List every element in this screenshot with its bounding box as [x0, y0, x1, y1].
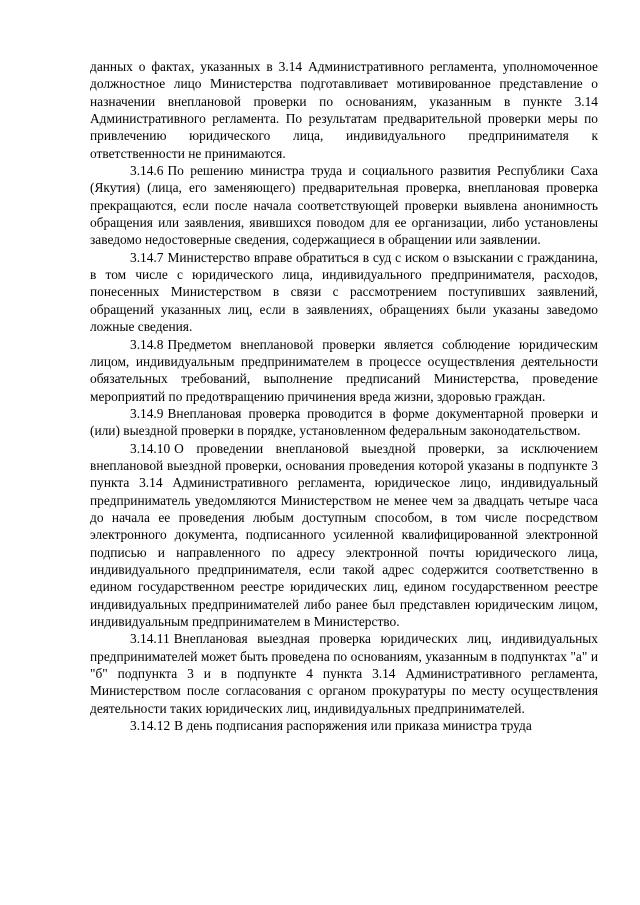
paragraph-number: 3.14.12 [130, 718, 171, 734]
paragraph-number: 3.14.9 [130, 405, 164, 421]
paragraph-text: данных о фактах, указанных в 3.14 Административного регламента, уполномоченное должностное лицо Министерства подготавливает мотивированное представление о назначении внеплановой проверки по основаниям, указанным в пункте 3.14 Административного регламента. По результатам предварительной проверки меры по привлечению юридического лица, индивидуального предпринимателя к ответственности не принимаются. [90, 59, 598, 161]
paragraph-number: 3.14.8 [130, 336, 164, 352]
paragraph-3-14-9 [90, 405, 598, 440]
paragraph-3-14-11 [90, 630, 598, 717]
paragraph-text: О проведении внеплановой выездной проверки, за исключением внеплановой выездной проверки, основания проведения которой указаны в подпункте 3 пункта 3.14 Административного регламента, юридическое лицо, индивидуальный предприниматель уведомляются Министерством не менее чем за двадцать четыре часа до начала ее проведения любым доступным способом, в том числе посредством электронного документа, подписанного усиленной квалифицированной электронной подписью и направленного по адресу электронной почты юридического лица, индивидуального предпринимателя, если такой адрес содержится соответственно в едином государственном реестре юридических лиц, едином государственном реестре индивидуальных предпринимателей либо ранее был представлен юридическим лицом, индивидуальным предпринимателем в Министерство. [90, 440, 598, 629]
paragraph-number: 3.14.10 [130, 440, 171, 456]
paragraph-text: Внеплановая выездная проверка юридических лиц, индивидуальных предпринимателей может быть проведена по основаниям, указанным в подпунктах "а" и "б" подпункта 3 и в подпункте 4 пункта 3.14 Административного регламента, Министерством после согласования с органом прокуратуры по месту осуществления деятельности таких юридических лиц, индивидуальных предпринимателей. [90, 631, 598, 716]
paragraph-number: 3.14.7 [130, 249, 164, 265]
paragraph-text: Внеплановая проверка проводится в форме документарной проверки и (или) выездной проверки в порядке, установленном федеральным законодательством. [90, 405, 598, 439]
document-page [90, 58, 598, 734]
paragraph-text: Министерство вправе обратиться в суд с иском о взыскании с гражданина, в том числе с юридического лица, индивидуального предпринимателя, расходов, понесенных Министерством в связи с рассмотрением поступивших заявлений, обращений указанных лиц, если в заявлениях, обращениях были указаны заведомо ложные сведения. [90, 249, 598, 335]
paragraph-3-14-10 [90, 440, 598, 631]
paragraph-text: По решению министра труда и социального развития Республики Саха (Якутия) (лица, его заменяющего) предварительная проверка, внеплановая проверка прекращаются, если после начала соответствующей проверки выявлена анонимность обращения или заявления, явившихся поводом для ее организации, либо установлены заведомо недостоверные сведения, содержащиеся в обращении или заявлении. [90, 163, 598, 248]
paragraph-3-14-8 [90, 336, 598, 405]
paragraph-continuation [90, 58, 598, 162]
paragraph-number: 3.14.11 [130, 631, 170, 647]
paragraph-3-14-12 [90, 717, 598, 734]
paragraph-text: В день подписания распоряжения или приказа министра труда [174, 718, 532, 734]
paragraph-number: 3.14.6 [130, 163, 164, 179]
paragraph-3-14-7 [90, 249, 598, 336]
paragraph-text: Предметом внеплановой проверки является соблюдение юридическим лицом, индивидуальным предпринимателем в процессе осуществления деятельности обязательных требований, выполнение предписаний Министерства, проведение мероприятий по предотвращению причинения вреда жизни, здоровью граждан. [90, 336, 598, 404]
paragraph-3-14-6 [90, 162, 598, 249]
